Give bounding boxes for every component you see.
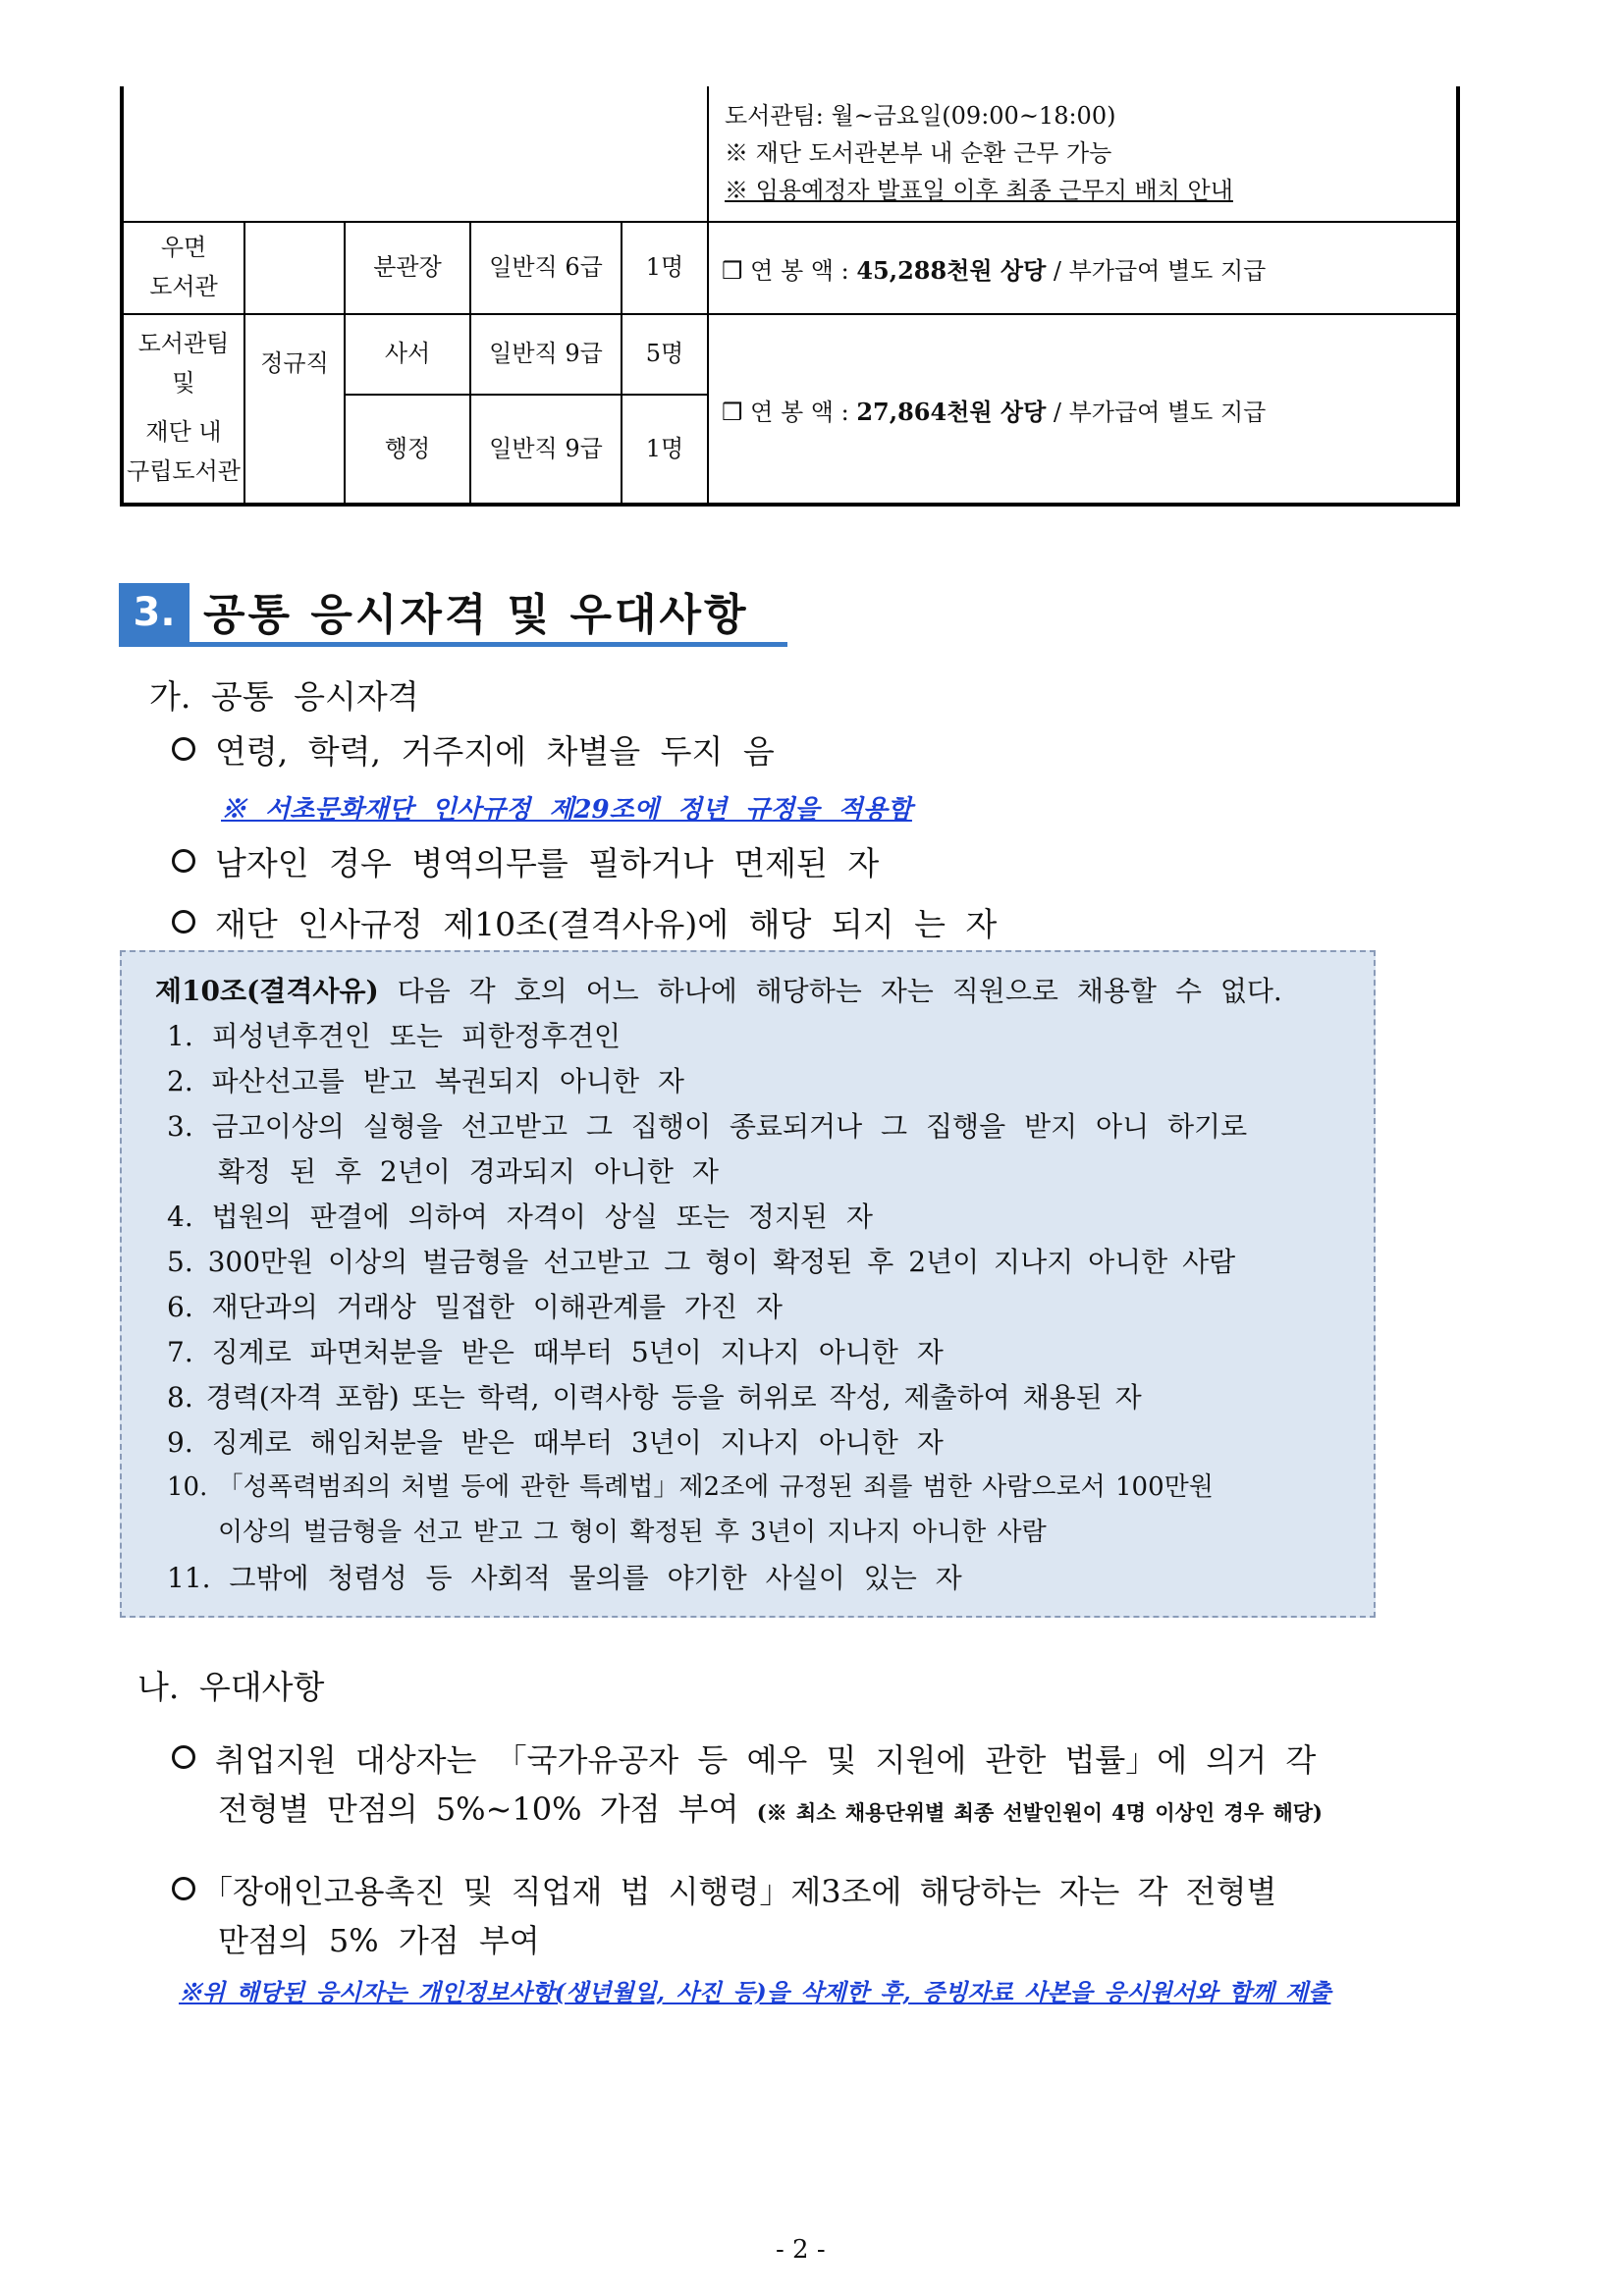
- preference-text: 만점의 5% 가점 부여: [218, 1922, 540, 1959]
- position-cell: 사서: [384, 340, 431, 367]
- table-rule: [120, 313, 1460, 315]
- section-number: 3.: [119, 583, 189, 642]
- salary-extra: / 부가급여 별도 지급: [1053, 257, 1267, 285]
- article-item: 7. 징계로 파면처분을 받은 때부터 5년이 지나지 아니한 자: [167, 1336, 944, 1368]
- table-rule: [120, 221, 1460, 223]
- grade-cell: 일반직 9급: [489, 435, 603, 462]
- article-intro: 다음 각 호의 어느 하나에 해당하는 자는 직원으로 채용할 수 없다.: [397, 975, 1282, 1007]
- position-cell: 분관장: [373, 253, 442, 281]
- org-name: 구립도서관: [127, 457, 241, 485]
- article-item: 11. 그밖에 청렴성 등 사회적 물의를 야기한 사실이 있는 자: [167, 1562, 962, 1594]
- circle-bullet-icon: [172, 737, 195, 761]
- preference-text: 「장애인고용촉진 및 직업재 법 시행령」제3조에 해당하는 자는 각 전형별: [201, 1873, 1277, 1910]
- table-note: ※ 임용예정자 발표일 이후 최종 근무지 배치 안내: [725, 177, 1233, 204]
- salary-amount: 27,864천원 상당: [856, 398, 1047, 426]
- preference-item: [172, 1735, 1316, 1781]
- preference-item: [172, 1867, 1276, 1912]
- article-item: 5. 300만원 이상의 벌금형을 선고받고 그 형이 확정된 후 2년이 지나지 아니한 사람: [167, 1246, 1236, 1278]
- count-cell: 5명: [645, 340, 684, 367]
- article-item: 2. 파산선고를 받고 복권되지 아니한 자: [167, 1065, 684, 1097]
- org-name: 재단 내: [145, 418, 222, 446]
- circle-bullet-icon: [172, 1745, 195, 1769]
- org-name: 도서관: [149, 273, 218, 300]
- salary-label: ❒ 연 봉 액 :: [722, 399, 849, 426]
- retirement-note: ※ 서초문화재단 인사규정 제29조에 정년 규정을 적용함: [221, 795, 912, 825]
- salary-info: [722, 393, 1266, 427]
- qualification-text: 연령, 학력, 거주지에 차별을 두지 음: [215, 732, 775, 771]
- article-item: 1. 피성년후견인 또는 피한정후견인: [167, 1020, 622, 1052]
- circle-bullet-icon: [172, 1877, 195, 1900]
- position-cell: 행정: [384, 435, 431, 462]
- count-cell: 1명: [645, 253, 684, 281]
- employment-type: 정규직: [260, 349, 329, 377]
- article-title: 제10조(결격사유): [155, 975, 379, 1007]
- part-a-heading: 가. 공통 응시자격: [149, 677, 419, 716]
- table-note: ※ 재단 도서관본부 내 순환 근무 가능: [725, 139, 1112, 167]
- preference-continued: [218, 1916, 540, 1961]
- article-title-line: [155, 970, 1282, 1009]
- salary-info: [722, 251, 1266, 286]
- salary-extra: / 부가급여 별도 지급: [1053, 399, 1267, 426]
- preference-condition-note: (※ 최소 채용단위별 최종 선발인원이 4명 이상인 경우 해당): [756, 1800, 1323, 1825]
- table-rule: [344, 394, 709, 396]
- page-number: - 2 -: [776, 2235, 826, 2265]
- preference-text: 전형별 만점의 5%~10% 가점 부여: [218, 1790, 739, 1828]
- org-name: 도서관팀: [137, 330, 230, 357]
- article-item: 4. 법원의 판결에 의하여 자격이 상실 또는 정지된 자: [167, 1201, 873, 1233]
- article-item: 이상의 벌금형을 선고 받고 그 형이 확정된 후 3년이 지나지 아니한 사람: [218, 1518, 1047, 1547]
- section-underline: [119, 642, 787, 647]
- preference-continued: [218, 1785, 1323, 1830]
- article-item: 9. 징계로 해임처분을 받은 때부터 3년이 지나지 아니한 자: [167, 1426, 944, 1459]
- qualification-item: [172, 899, 997, 945]
- qualification-item: [172, 726, 775, 773]
- org-name: 우면: [160, 234, 207, 261]
- part-b-heading: 나. 우대사항: [137, 1668, 325, 1706]
- table-rule: [707, 86, 709, 507]
- grade-cell: 일반직 6급: [489, 253, 603, 281]
- preference-text: 취업지원 대상자는 「국가유공자 등 예우 및 지원에 관한 법률」에 의거 각: [215, 1741, 1317, 1779]
- article-item: 확정 된 후 2년이 경과되지 아니한 자: [218, 1155, 719, 1188]
- table-rule: [1456, 86, 1460, 507]
- qualification-text: 재단 인사규정 제10조(결격사유)에 해당 되지 는 자: [215, 905, 998, 943]
- circle-bullet-icon: [172, 910, 195, 934]
- grade-cell: 일반직 9급: [489, 340, 603, 367]
- count-cell: 1명: [645, 435, 684, 462]
- evidence-note: ※위 해당된 응시자는 개인정보사항(생년월일, 사진 등)을 삭제한 후, 증빙자료 사본을 응시원서와 함께 제출: [179, 1978, 1331, 2006]
- org-name: 및: [172, 369, 195, 397]
- salary-label: ❒ 연 봉 액 :: [722, 257, 849, 285]
- article-item: 10. 「성폭력범죄의 처벌 등에 관한 특례법」제2조에 규정된 죄를 범한 사람으로서 100만원: [167, 1472, 1214, 1502]
- section-title: 공통 응시자격 및 우대사항: [203, 590, 749, 640]
- qualification-item: [172, 838, 879, 884]
- circle-bullet-icon: [172, 849, 195, 873]
- salary-amount: 45,288천원 상당: [856, 256, 1047, 285]
- article-item: 8. 경력(자격 포함) 또는 학력, 이력사항 등을 허위로 작성, 제출하여 채용된 자: [167, 1381, 1142, 1414]
- table-rule: [120, 503, 1460, 507]
- article-item: 6. 재단과의 거래상 밀접한 이해관계를 가진 자: [167, 1291, 783, 1323]
- qualification-text: 남자인 경우 병역의무를 필하거나 면제된 자: [215, 844, 880, 882]
- article-item: 3. 금고이상의 실형을 선고받고 그 집행이 종료되거나 그 집행을 받지 아니 하기로: [167, 1110, 1248, 1143]
- table-note: 도서관팀: 월~금요일(09:00~18:00): [725, 102, 1116, 130]
